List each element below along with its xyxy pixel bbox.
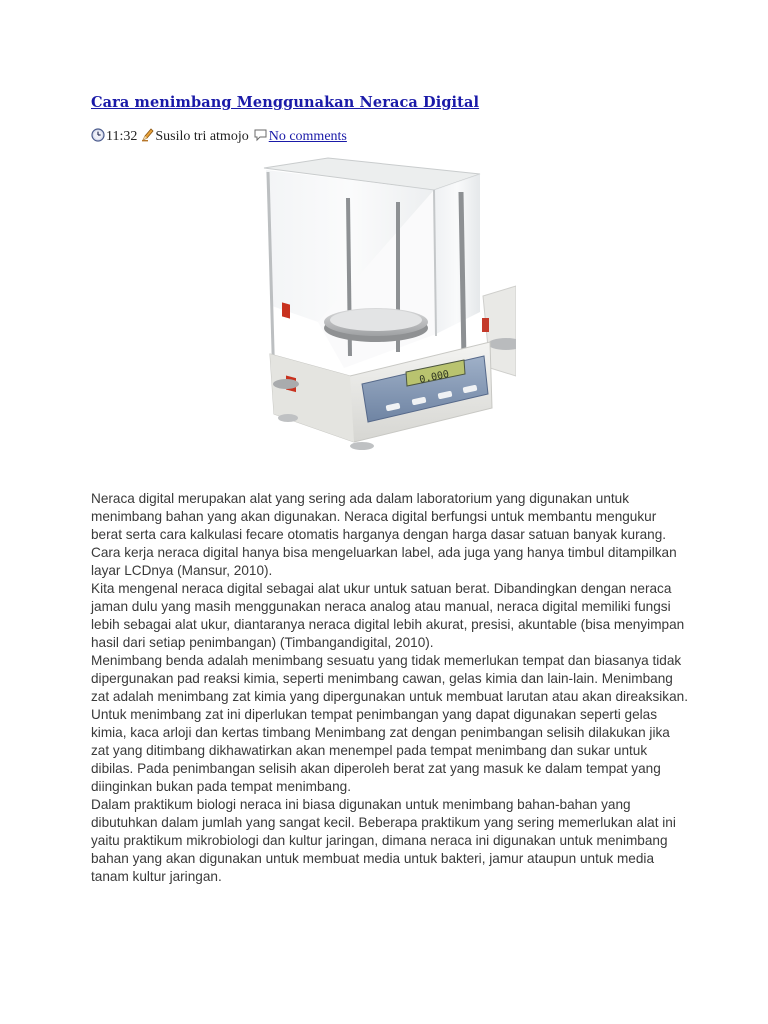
post-title-link[interactable]: Cara menimbang Menggunakan Neraca Digital (91, 94, 480, 111)
post-meta (91, 127, 347, 147)
pencil-user-icon (141, 127, 154, 147)
post-time: 11:32 (106, 129, 138, 144)
article-paragraph: Dalam praktikum biologi neraca ini biasa digunakan untuk menimbang bahan-bahan yang dibutuhkan dalam jumlah yang sangat kecil. Beberapa praktikum yang sering memerlukan alat ini yaitu praktikum mikrobiologi dan kultur jaringan, dimana neraca ini digunakan untuk menimbang bahan yang akan digunakan untuk membuat media untuk bakteri, jamur ataupun untuk media tanam kultur jaringan. (91, 797, 676, 884)
digital-balance-illustration (258, 146, 516, 456)
article-paragraph: Kita mengenal neraca digital sebagai alat ukur untuk satuan berat. Dibandingkan dengan neraca jaman dulu yang masih menggunakan neraca analog atau manual, neraca digital memiliki fungsi lebih sebagai alat ukur, diantaranya neraca digital lebih akurat, presisi, akuntable (bisa menyimpan hasil dari setiap penimbangan) (Timbangandigital, 2010). (91, 581, 685, 650)
post-author: Susilo tri atmojo (155, 129, 249, 144)
article-body (91, 490, 691, 886)
article-paragraph: Neraca digital merupakan alat yang sering ada dalam laboratorium yang digunakan untuk menimbang bahan yang akan digunakan. Neraca digital berfungsi untuk membantu mengukur berat serta cara kalkulasi fecare otomatis harganya dengan harga dasar satuan banyak kurang. Cara kerja neraca digital hanya bisa mengeluarkan label, ada juga yang hanya timbul ditampilkan layar LCDnya (Mansur, 2010). (91, 491, 677, 578)
speech-bubble-icon (253, 128, 268, 147)
clock-icon (91, 128, 105, 147)
comments-link[interactable]: No comments (268, 129, 347, 144)
article-paragraph: Menimbang benda adalah menimbang sesuatu yang tidak memerlukan tempat dan biasanya tidak dipergunakan pad reaksi kimia, seperti menimbang cawan, gelas kimia dan lain-lain. Menimbang zat adalah menimbang zat kimia yang dipergunakan untuk membuat larutan atau akan direaksikan. Untuk menimbang zat ini diperlukan tempat penimbangan yang dapat digunakan seperti gelas kimia, kaca arloji dan kertas timbang Menimbang zat dengan penimbangan selisih dilakukan jika zat yang ditimbang dikhawatirkan akan menempel pada tempat menimbang dan sukar untuk dibilas. Pada penimbangan selisih akan diperoleh berat zat yang masuk ke dalam tempat yang diinginkan bukan pada tempat menimbang. (91, 653, 688, 794)
svg-text:0.000: 0.000 (418, 368, 451, 386)
digital-balance-image (258, 146, 516, 456)
